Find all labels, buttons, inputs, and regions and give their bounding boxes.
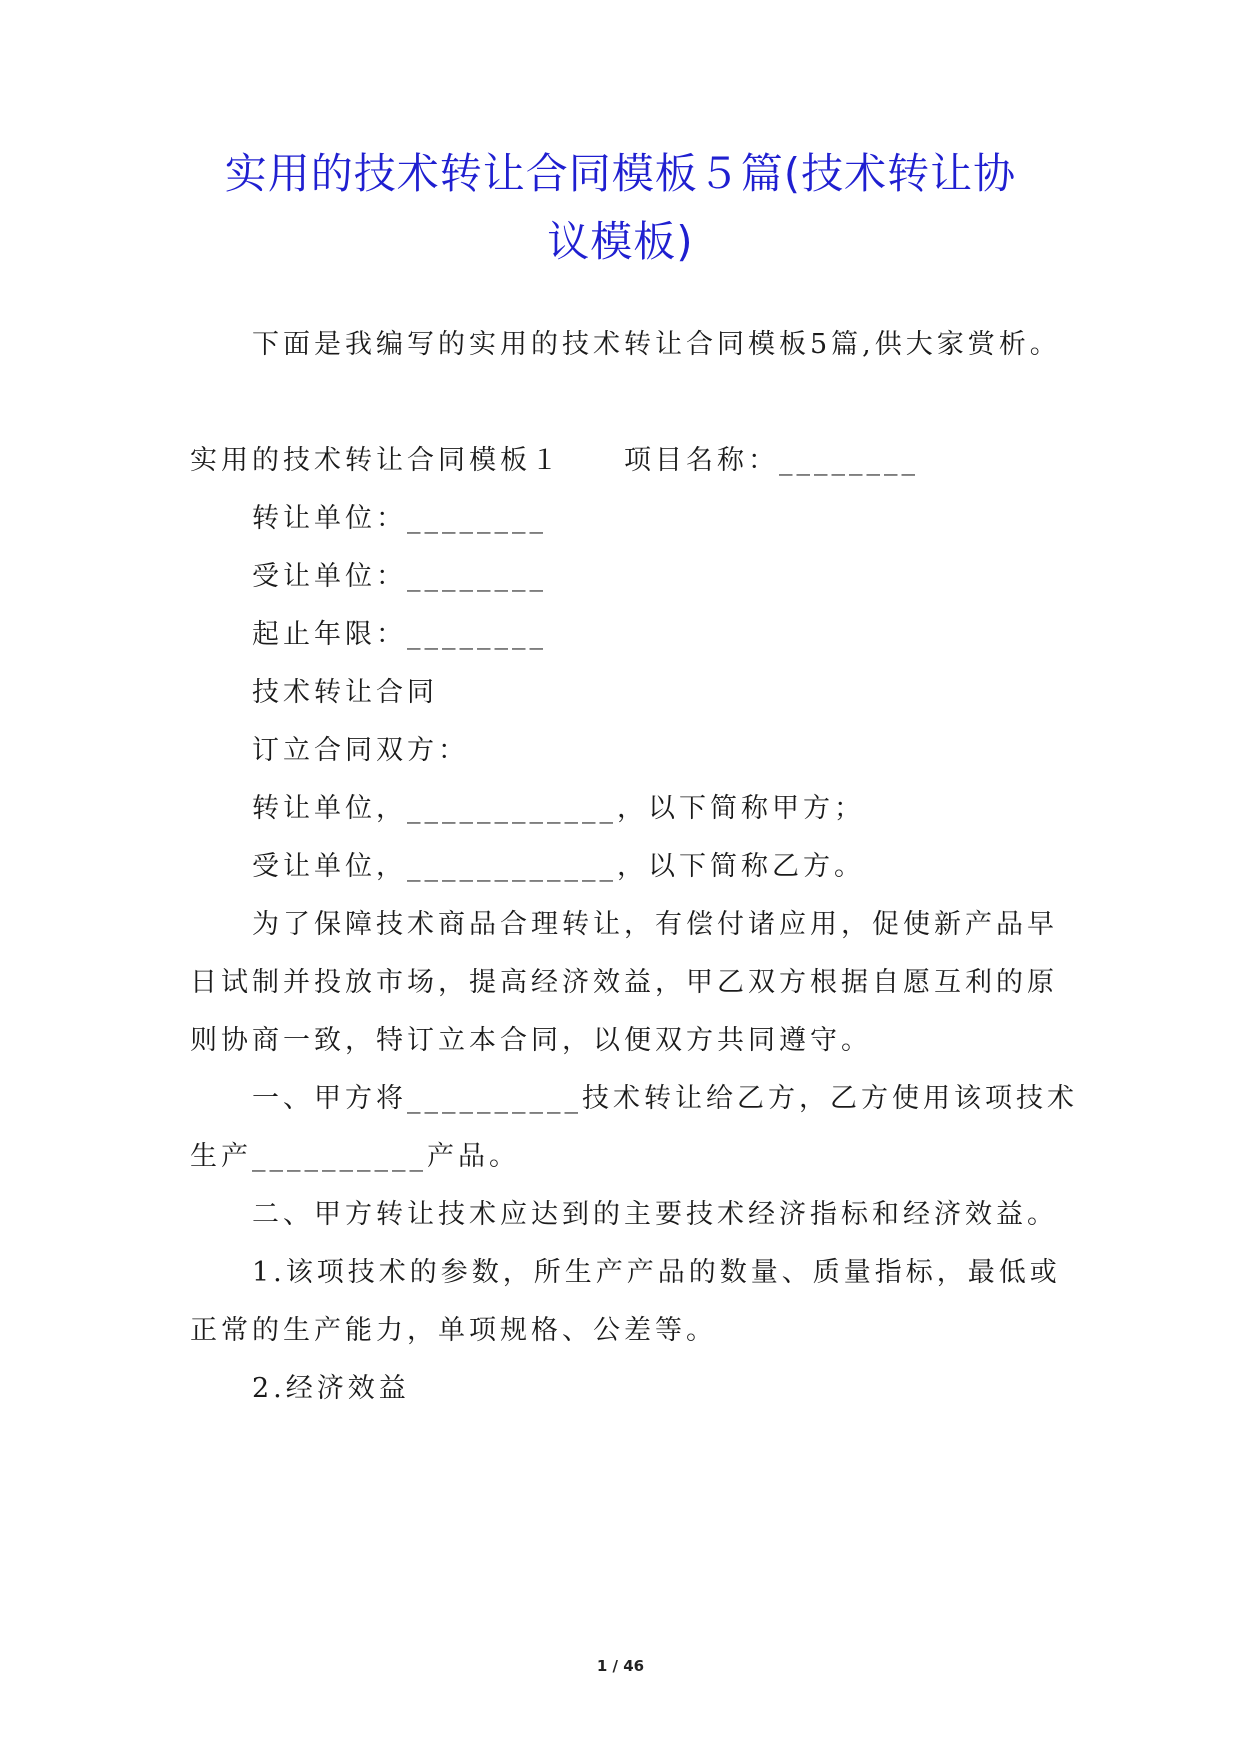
body-line-transferor: 转让单位：________: [252, 503, 547, 534]
intro-paragraph: 下面是我编写的实用的技术转让合同模板5篇,供大家赏析。: [252, 329, 1061, 360]
body-line-party-b: 受让单位，____________，以下简称乙方。: [252, 851, 865, 882]
body-line-clause-2: 二、甲方转让技术应达到的主要技术经济指标和经济效益。: [252, 1199, 1058, 1230]
body-line-item-1b: 正常的生产能力，单项规格、公差等。: [190, 1315, 717, 1346]
body-line-purpose-2: 日试制并投放市场，提高经济效益，甲乙双方根据自愿互利的原: [190, 967, 1058, 998]
body-line-item-1a: 1.该项技术的参数，所生产产品的数量、质量指标，最低或: [252, 1257, 1061, 1288]
body-line-transferee: 受让单位：________: [252, 561, 547, 592]
body-line-term: 起止年限：________: [252, 619, 547, 650]
body-line-clause-1a: 一、甲方将__________技术转让给乙方，乙方使用该项技术: [252, 1083, 1078, 1114]
body-line-purpose-1: 为了保障技术商品合理转让，有偿付诸应用，促使新产品早: [252, 909, 1058, 940]
body-line-contract-title: 技术转让合同: [252, 677, 438, 708]
title-line-2: 议模板): [547, 217, 694, 266]
body-line-item-2: 2.经济效益: [252, 1373, 410, 1404]
body-line-purpose-3: 则协商一致，特订立本合同，以便双方共同遵守。: [190, 1025, 872, 1056]
body-line-party-a: 转让单位，____________，以下简称甲方；: [252, 793, 865, 824]
body-line-contract-heading: 实用的技术转让合同模板１ 项目名称：________: [190, 445, 919, 476]
page-number: 1 / 46: [596, 1657, 645, 1675]
body-line-parties: 订立合同双方：: [252, 735, 469, 766]
body-line-clause-1b: 生产__________产品。: [190, 1141, 520, 1172]
document-title: [150, 140, 1091, 276]
title-line-1: 实用的技术转让合同模板５篇(技术转让协: [224, 149, 1017, 198]
